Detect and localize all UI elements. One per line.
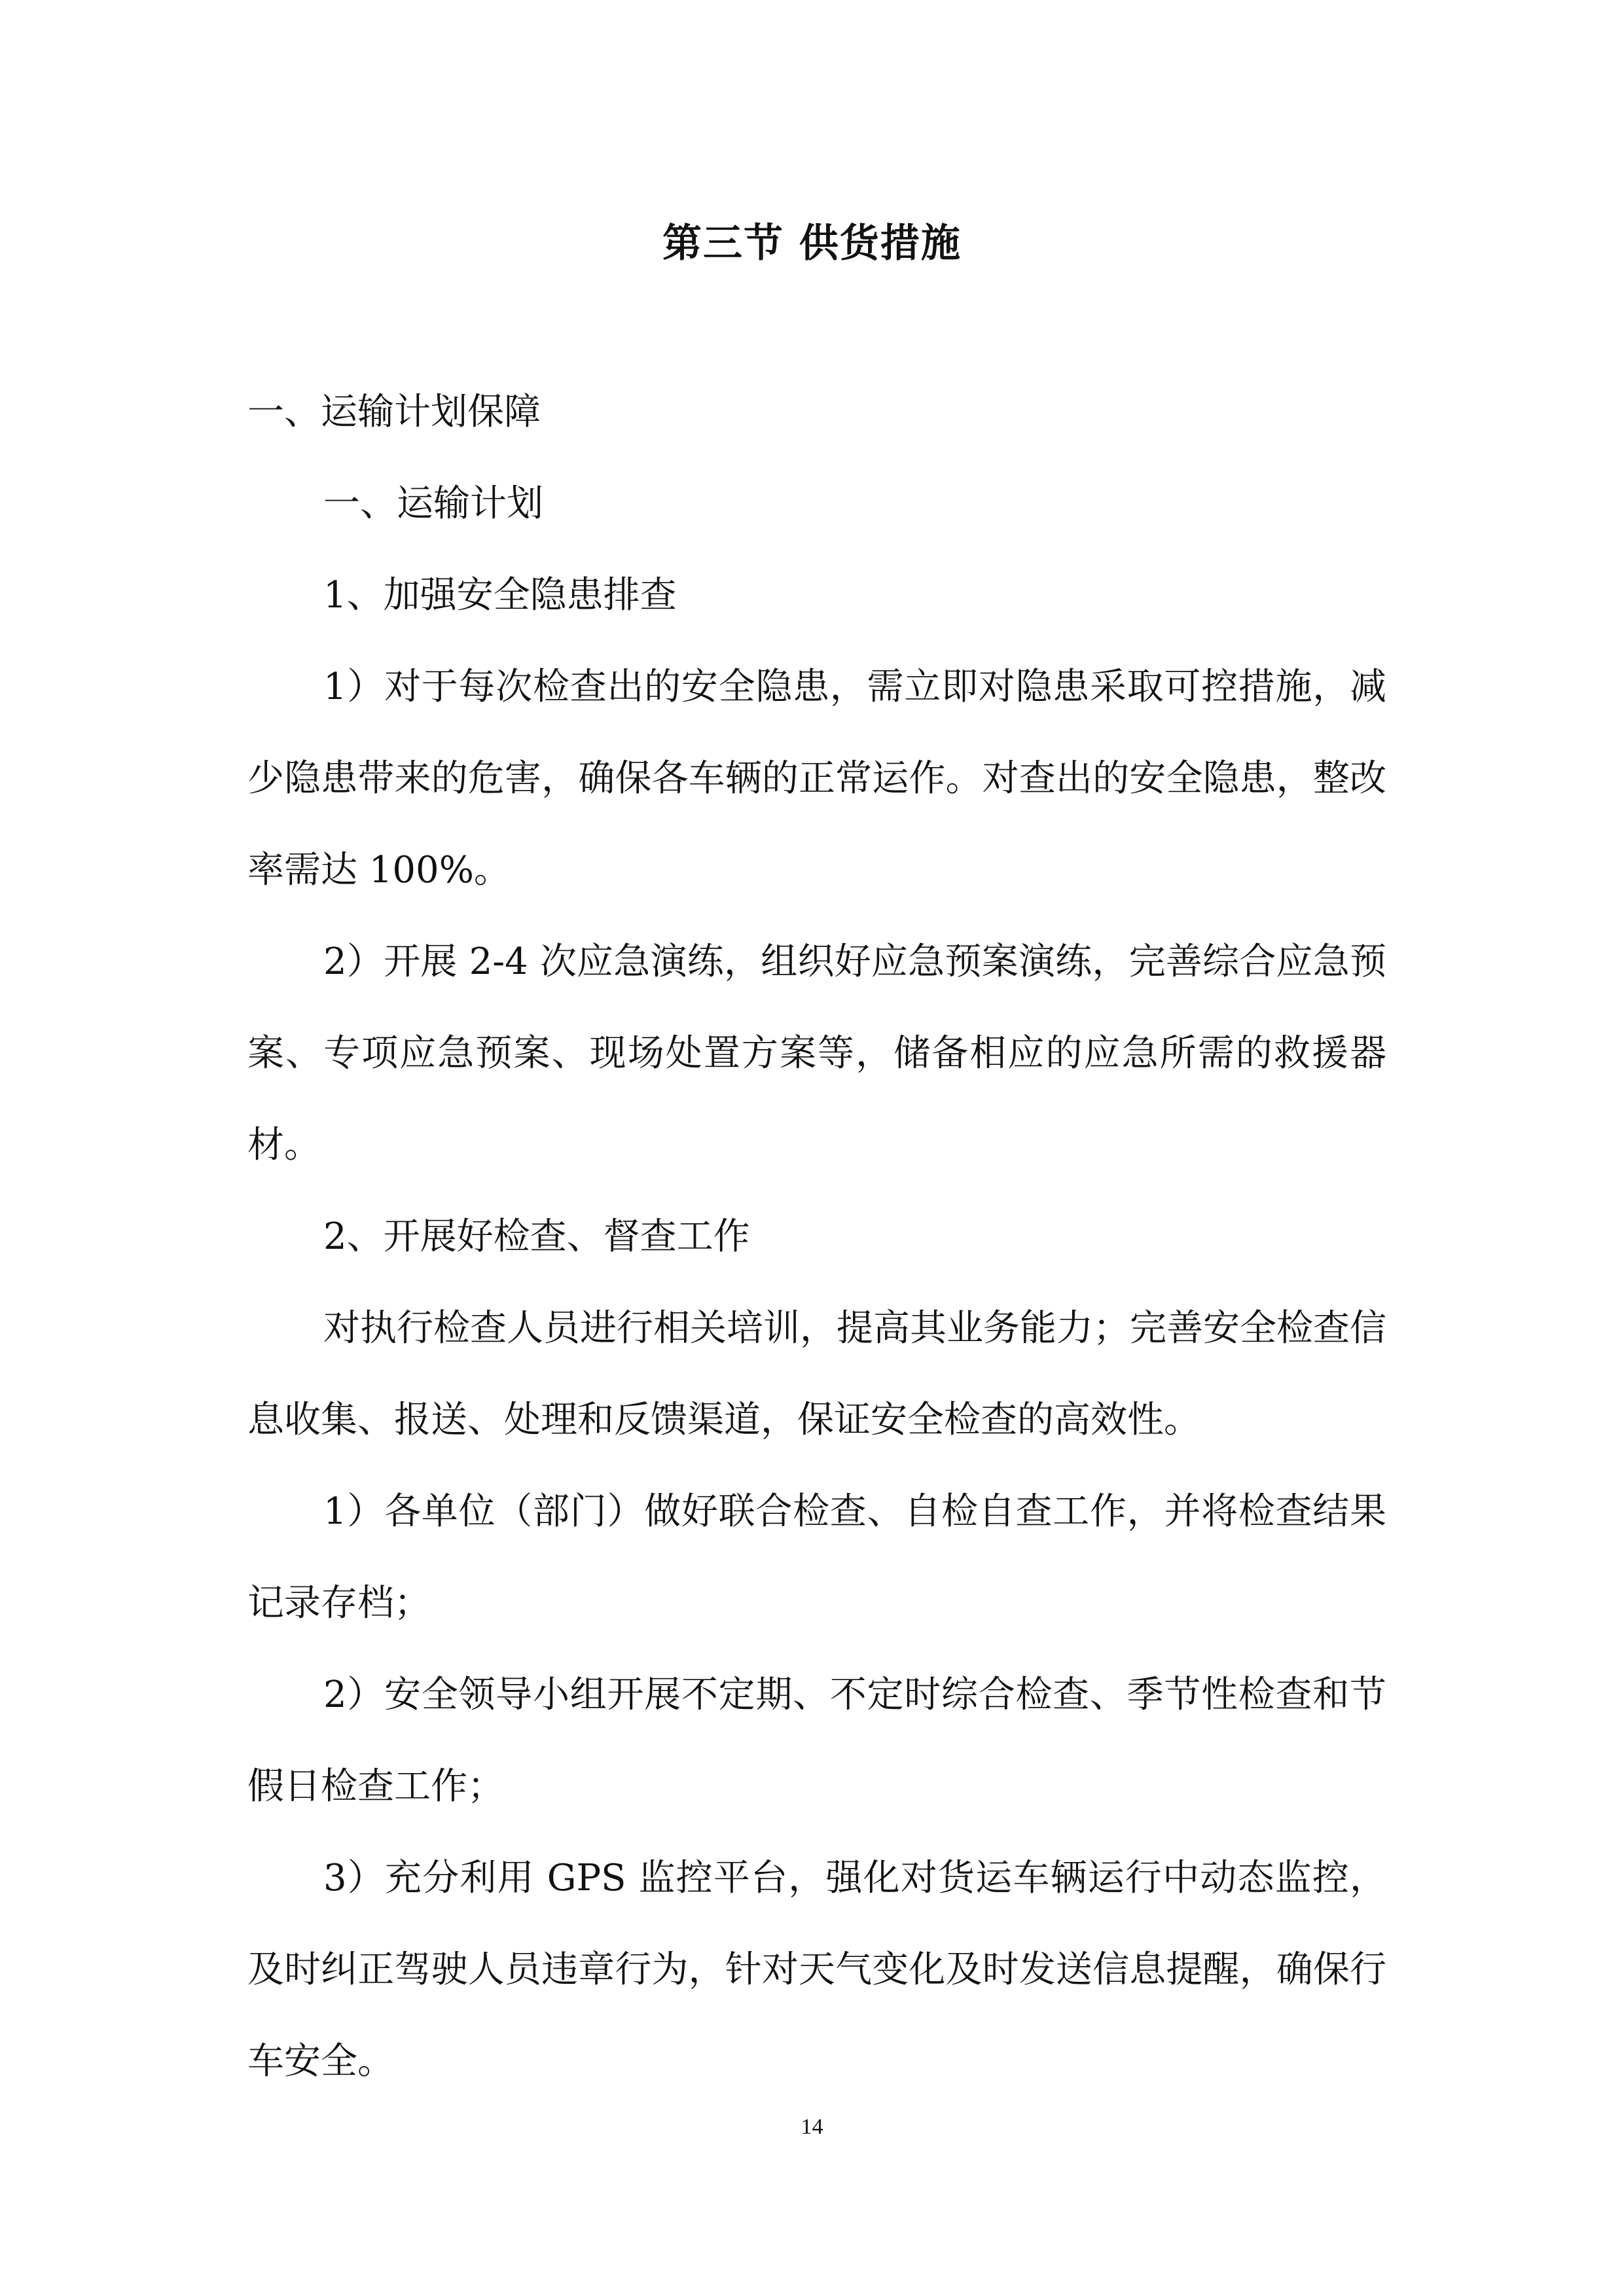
paragraph-1-1: 1）对于每次检查出的安全隐患，需立即对隐患采取可控措施，减少隐患带来的危害，确保各车辆的正常运作。对查出的安全隐患，整改率需达 100%。 [247, 666, 1386, 891]
paragraph-2-1: 1）各单位（部门）做好联合检查、自检自查工作，并将检查结果记录存档； [247, 1490, 1386, 1624]
page-title: 第三节 供货措施 [662, 221, 962, 266]
paragraph-2-3: 3）充分利用 GPS 监控平台，强化对货运车辆运行中动态监控，及时纠正驾驶人员违章行为，针对天气变化及时发送信息提醒，确保行车安全。 [247, 1857, 1386, 2083]
paragraph-2-intro: 对执行检查人员进行相关培训，提高其业务能力；完善安全检查信息收集、报送、处理和反馈渠道，保证安全检查的高效性。 [247, 1307, 1386, 1441]
subsection-heading: 一、运输计划 [323, 482, 543, 525]
paragraph-2-2: 2）安全领导小组开展不定期、不定时综合检查、季节性检查和节假日检查工作； [247, 1674, 1386, 1808]
section-heading: 一、运输计划保障 [247, 391, 541, 433]
paragraph-1-2: 2）开展 2-4 次应急演练，组织好应急预案演练，完善综合应急预案、专项应急预案、现场处置方案等，储备相应的应急所需的救援器材。 [247, 941, 1386, 1166]
item-heading-1: 1、加强安全隐患排查 [323, 574, 677, 617]
document-body [247, 367, 1386, 2108]
page-number: 14 [801, 2115, 823, 2139]
item-heading-2: 2、开展好检查、督查工作 [323, 1215, 750, 1258]
